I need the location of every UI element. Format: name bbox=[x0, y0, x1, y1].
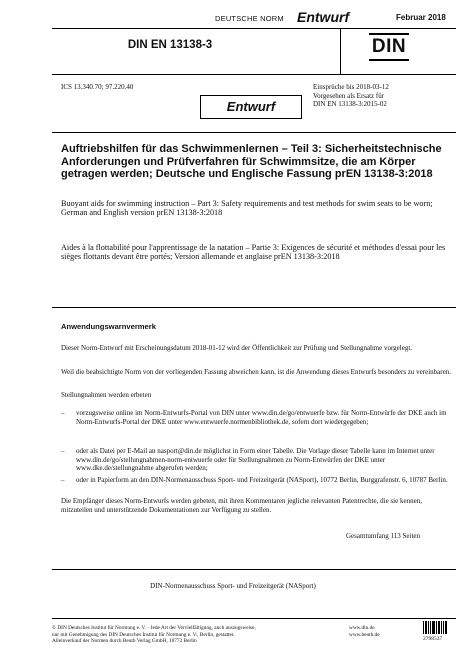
header-bottom-rule bbox=[52, 74, 456, 75]
header-date: Februar 2018 bbox=[396, 13, 446, 22]
copyright-line: nur mit Genehmigung des DIN Deutsches Institut für Normung e. V., Berlin, gestattet. bbox=[52, 631, 235, 638]
list-item-text: oder als Datei per E-Mail an nasport@din.de möglichst in Form einer Tabelle. Die Vorlage dieser Tabelle kann im Internet unter www.din.de/go/stellungnahmen-norm-entwuerfe oder für Stellungnahmen zu Norm-Entwürfen der DKE unter www.dke.de/stellungnahme abgerufen werden; bbox=[76, 447, 435, 473]
objection-deadline: Einsprüche bis 2018-03-12 bbox=[313, 83, 389, 91]
header-rule bbox=[52, 28, 456, 29]
patent-notice: Die Empfänger dieses Norm-Entwurfs werden gebeten, mit ihren Kommentaren jegliche relevanten Patentrechte, die sie kennen, mitzuteilen und unterstützende Dokumentationen zur Verfügung zu stellen. bbox=[61, 497, 422, 514]
logo-divider bbox=[340, 28, 341, 74]
barcode-icon bbox=[423, 621, 447, 634]
committee-name: DIN-Normenausschuss Sport- und Freizeitgerät (NASport) bbox=[150, 582, 316, 590]
warning-paragraph-2: Weil die beabsichtigte Norm von der vorliegenden Fassung abweichen kann, ist die Anwendung dieses Entwurfs besonders zu vereinbaren. bbox=[61, 368, 451, 376]
title-french: Aides à la flottabilité pour l'apprentissage de la natation – Partie 3: Exigences de sécurité et méthodes d'essai pour les sièges flottants devant être portés; Version allemande et anglaise prEN 13138-3:2018 bbox=[61, 243, 446, 262]
title-english: Buoyant aids for swimming instruction – Part 3: Safety requirements and test methods for swim seats to be worn; German and English version prEN 13138-3:2018 bbox=[61, 199, 433, 218]
document-number: DIN EN 13138-3 bbox=[127, 39, 213, 51]
draft-box: Entwurf bbox=[200, 95, 302, 119]
warning-paragraph-1: Dieser Norm-Entwurf mit Erscheinungsdatum 2018-01-12 wird der Öffentlichkeit zur Prüfung und Stellungnahme vorgelegt. bbox=[61, 344, 413, 352]
warning-top-rule bbox=[52, 307, 456, 308]
copyright-footer bbox=[52, 625, 352, 645]
din-logo-text: DIN bbox=[371, 36, 407, 57]
footer-links bbox=[349, 625, 380, 638]
list-item-text: vorzugsweise online im Norm-Entwurfs-Portal von DIN unter www.din.de/go/entwuerfe bzw. für Norm-Entwürfe der DKE auch im Norm-Entwurfs-Portal der DKE unter www.entwuerfe.normenbibliothek.de, sofern dort wiedergegeben; bbox=[76, 409, 447, 426]
din-website-link[interactable]: www.din.de bbox=[349, 625, 375, 631]
din-logo bbox=[369, 33, 409, 61]
comments-intro: Stellungnahmen werden erbeten bbox=[61, 391, 152, 399]
committee-top-rule bbox=[52, 569, 456, 570]
footer-rule bbox=[52, 618, 456, 619]
warning-heading: Anwendungswarnvermerk bbox=[61, 322, 156, 331]
replacement-info bbox=[313, 83, 453, 109]
list-item-text: oder in Papierform an den DIN-Normenausschuss Sport- und Freizeitgerät (NASport), 10772 Berlin, Burggrafenstr. 6, 10787 Berlin. bbox=[76, 476, 448, 484]
reference-number: 2798537 bbox=[423, 636, 443, 642]
title-german: Auftriebshilfen für das Schwimmenlernen – Teil 3: Sicherheitstechnische Anforderungen und Prüfverfahren für Schwimmsitze, die am Körper getragen werden; Deutsche und Englische Fassung prEN 13138-3:2018 bbox=[61, 143, 442, 181]
beuth-website-link[interactable]: www.beuth.de bbox=[349, 631, 380, 638]
header-norm-label: DEUTSCHE NORM bbox=[215, 14, 284, 23]
header-status: Entwurf bbox=[297, 9, 350, 25]
ics-codes: ICS 13.340.70; 97.220.40 bbox=[61, 83, 134, 91]
replaced-standard: DIN EN 13138-3:2015-02 bbox=[313, 100, 387, 109]
total-pages: Gesamtumfang 113 Seiten bbox=[346, 532, 421, 540]
copyright-line: Alleinverkauf der Normen durch Beuth Verlag GmbH, 10772 Berlin bbox=[52, 638, 197, 645]
title-top-rule bbox=[52, 132, 456, 133]
copyright-line: © DIN Deutsches Institut für Normung e. V. · Jede Art der Vervielfältigung, auch auszugsweise, bbox=[52, 625, 256, 631]
replacement-label: Vorgesehen als Ersatz für bbox=[313, 91, 385, 100]
